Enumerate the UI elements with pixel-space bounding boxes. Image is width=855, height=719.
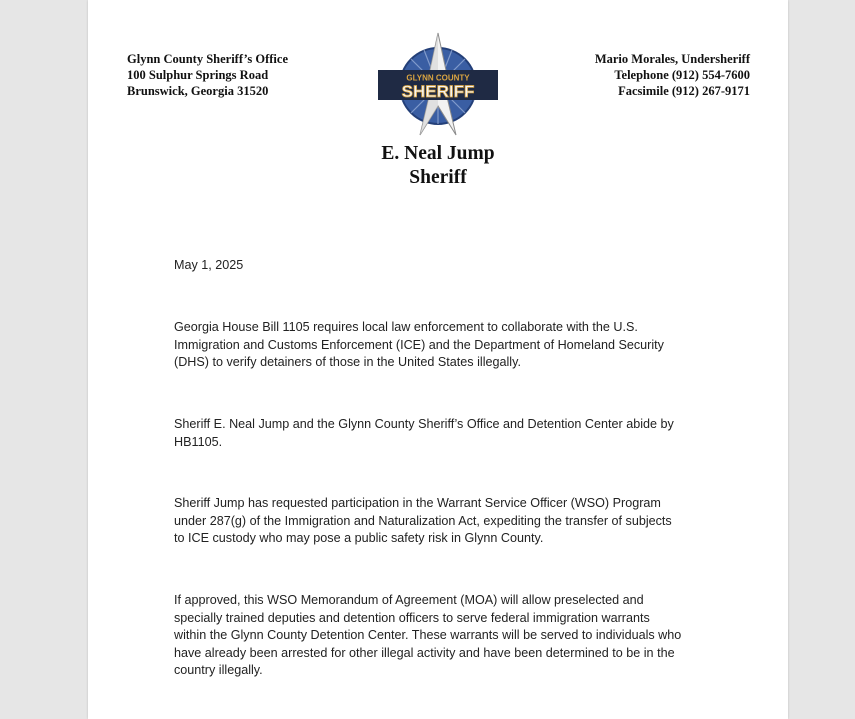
paragraph-wso-program: Sheriff Jump has requested participation in the Warrant Service Officer (WSO) Program under 287(g) of the Immigration and Naturalization Act, expediting the transfer of subjects to ICE custody who may pose a public safety risk in Glynn County. [174, 496, 672, 545]
undersheriff-name: Mario Morales, Undersheriff [594, 52, 750, 66]
sheriff-name-block [288, 142, 588, 190]
office-city: Brunswick, Georgia 31520 [127, 84, 269, 98]
paragraph-abide: Sheriff E. Neal Jump and the Glynn County Sheriff’s Office and Detention Center abide by HB1105. [174, 417, 674, 449]
sheriff-name: E. Neal Jump [381, 143, 495, 164]
sheriff-title: Sheriff [409, 167, 467, 188]
office-name: Glynn County Sheriff’s Office [127, 52, 288, 66]
badge-top-text: GLYNN COUNTY [406, 73, 470, 83]
office-address-block [127, 51, 288, 99]
paragraph-moa: If approved, this WSO Memorandum of Agreement (MOA) will allow preselected and specially trained deputies and detention officers to serve federal immigration warrants within the Glynn County Detention Center. These warrants will be served to individuals who have already been arrested for other illegal activity and have been determined to be in the country illegally. [174, 593, 682, 677]
badge-main-text: SHERIFF [401, 82, 475, 101]
facsimile-line: Facsimile (912) 267-9171 [618, 84, 750, 98]
telephone-line: Telephone (912) 554-7600 [614, 68, 750, 82]
letter-date: May 1, 2025 [174, 258, 244, 272]
undersheriff-contact-block [595, 51, 750, 99]
office-street: 100 Sulphur Springs Road [127, 68, 269, 82]
paragraph-hb1105: Georgia House Bill 1105 requires local law enforcement to collaborate with the U.S. Immigration and Customs Enforcement (ICE) and the Department of Homeland Security (DHS) to verify detainers of those in the United States illegally. [174, 320, 664, 369]
sheriff-badge-logo [378, 30, 498, 138]
letter-page [88, 0, 788, 719]
